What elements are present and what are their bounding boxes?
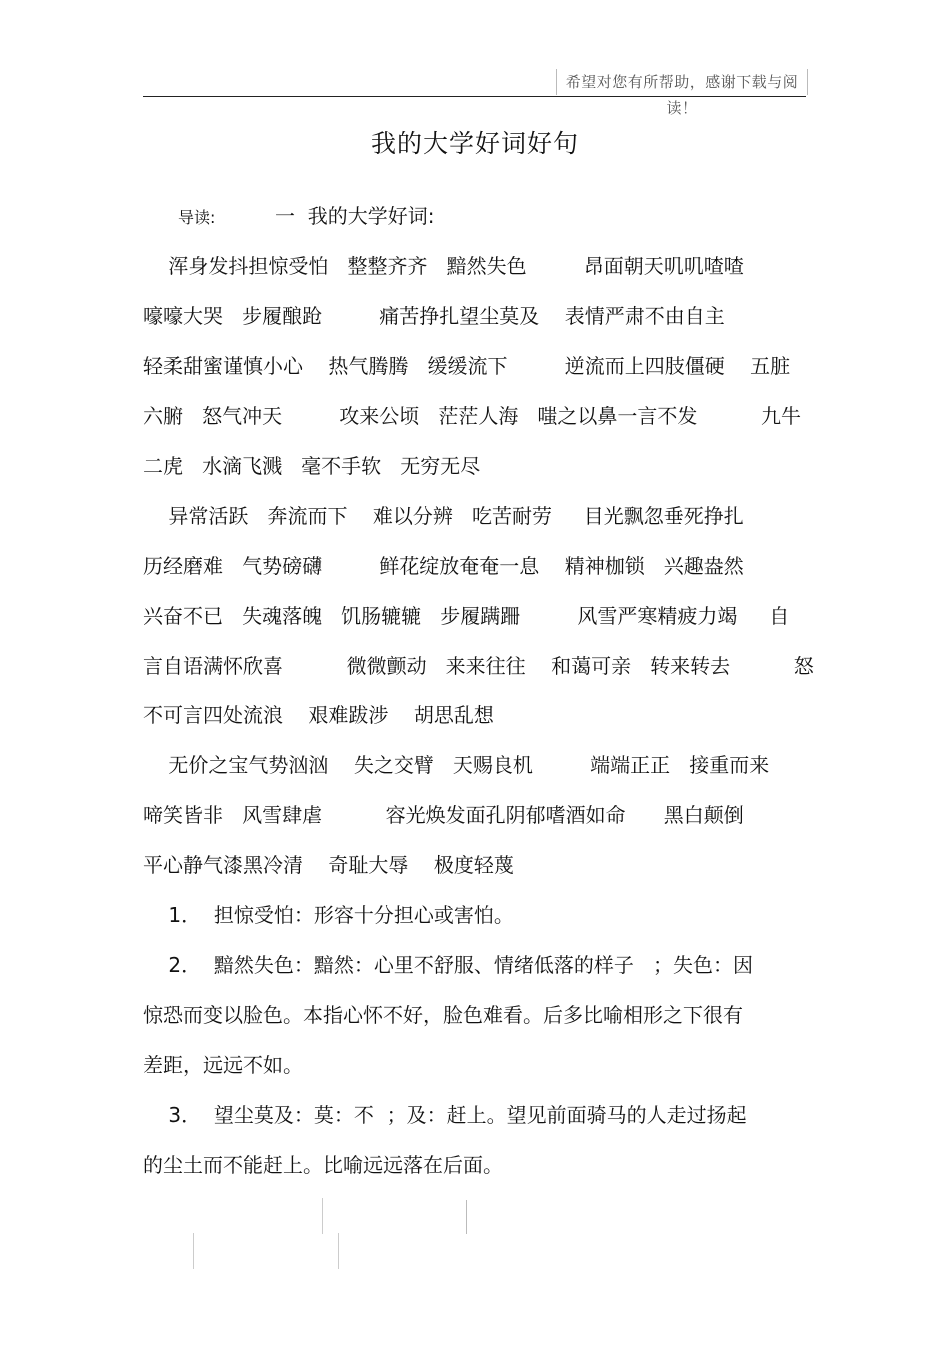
scan-artifact-line	[322, 1198, 323, 1234]
body-line: 差距，远远不如。	[143, 1053, 303, 1077]
page-title: 我的大学好词好句	[370, 129, 579, 158]
header-divider	[143, 96, 806, 97]
body-line: 无价之宝气势汹汹 失之交臂 天赐良机 端端正正 接重而来	[143, 753, 770, 777]
body-line: 历经磨难 气势磅礴 鲜花绽放奄奄一息 精神枷锁 兴趣盎然	[143, 554, 744, 578]
body-line: 不可言四处流浪 艰难跋涉 胡思乱想	[143, 703, 494, 727]
body-line: 异常活跃 奔流而下 难以分辨 吃苦耐劳 目光飘忽垂死挣扎	[143, 504, 744, 528]
body-line: 啼笑皆非 风雪肆虐 容光焕发面孔阴郁嗜酒如命 黑白颠倒	[143, 803, 744, 827]
body-line: 二虎 水滴飞溅 毫不手软 无穷无尽	[143, 454, 481, 478]
body-line: 的尘土而不能赶上。比喻远远落在后面。	[143, 1153, 503, 1177]
numbered-item: 1． 担惊受怕：形容十分担心或害怕。	[143, 903, 514, 927]
body-line: 平心静气漆黑冷清 奇耻大辱 极度轻蔑	[143, 853, 514, 877]
scan-artifact-line	[193, 1233, 194, 1269]
body-line: 嚎嚎大哭 步履酿跄 痛苦挣扎望尘莫及 表情严肃不由自主	[143, 304, 725, 328]
numbered-item: 2． 黯然失色：黯然：心里不舒服、情绪低落的样子 ；失色：因	[143, 953, 753, 977]
header-note: 希望对您有所帮助，感谢下载与阅读！	[556, 69, 808, 95]
body-line: 兴奋不已 失魂落魄 饥肠辘辘 步履蹒跚 风雪严寒精疲力竭 自	[143, 604, 790, 628]
scan-artifact-line	[466, 1200, 467, 1234]
body-line: 六腑 怒气冲天 攻来公顷 茫茫人海 嗤之以鼻一言不发 九牛	[143, 404, 802, 428]
intro-label: 导读:	[178, 208, 216, 227]
numbered-item: 3． 望尘莫及：莫：不 ；及：赶上。望见前面骑马的人走过扬起	[143, 1103, 747, 1127]
body-line: 轻柔甜蜜谨慎小心 热气腾腾 缓缓流下 逆流而上四肢僵硬 五脏	[143, 354, 791, 378]
intro-heading: 一 我的大学好词:	[275, 204, 435, 228]
scan-artifact-line	[338, 1233, 339, 1269]
body-line: 惊恐而变以脸色。本指心怀不好，脸色难看。后多比喻相形之下很有	[143, 1003, 743, 1027]
body-line: 言自语满怀欣喜 微微颤动 来来往往 和蔼可亲 转来转去 怒	[143, 654, 814, 678]
body-line: 浑身发抖担惊受怕 整整齐齐 黯然失色 昂面朝天叽叽喳喳	[143, 254, 744, 278]
